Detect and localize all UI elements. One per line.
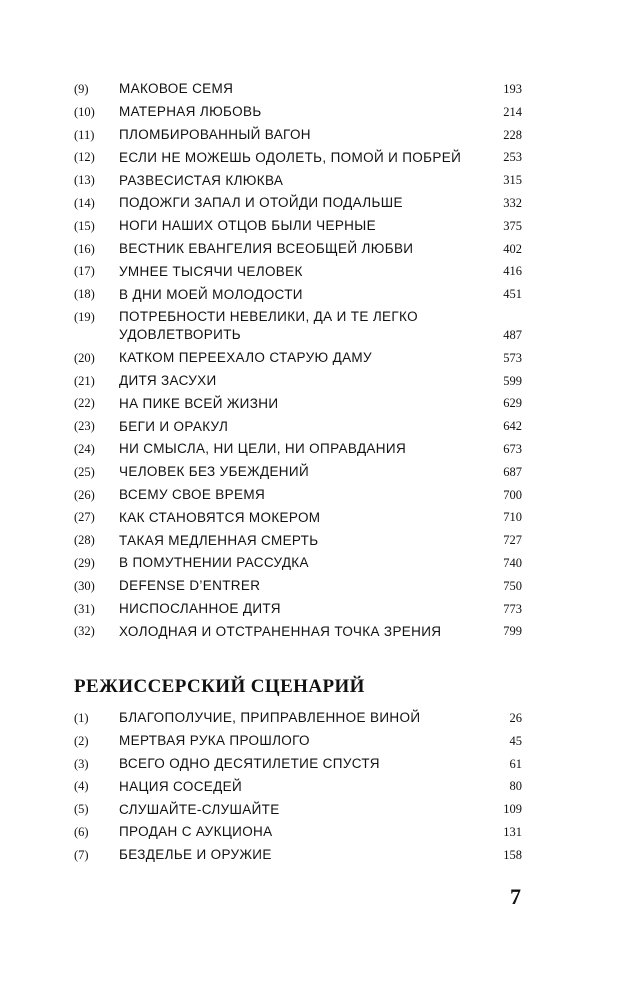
section-title: РЕЖИССЕРСКИЙ СЦЕНАРИЙ (74, 676, 365, 697)
toc-entry-page: 727 (503, 533, 522, 548)
toc-entry-page: 773 (503, 601, 522, 616)
toc-entry-number: (11) (74, 127, 95, 142)
toc-entry (74, 215, 522, 238)
toc-entry-title: ПЛОМБИРОВАННЫЙ ВАГОН (119, 127, 311, 142)
toc-entry (74, 484, 522, 507)
toc-entry (74, 844, 522, 867)
toc-entry-page: 253 (503, 150, 522, 165)
toc-entry-number: (19) (74, 309, 95, 324)
toc-entry-title: НА ПИКЕ ВСЕЙ ЖИЗНИ (119, 395, 279, 411)
toc-entry (74, 753, 522, 776)
toc-entry-page: 45 (509, 733, 522, 748)
toc-entry (74, 598, 522, 621)
toc-entry-page: 673 (503, 441, 522, 456)
toc-entry-title: ВЕСТНИК ЕВАНГЕЛИЯ ВСЕОБЩЕЙ ЛЮБВИ (119, 240, 414, 256)
toc-entry-number: (26) (74, 487, 95, 502)
toc-entry (74, 707, 522, 730)
toc-entry-title: ДИТЯ ЗАСУХИ (119, 372, 217, 388)
toc-entry-page: 416 (503, 264, 522, 279)
toc-entry-title: ВСЕГО ОДНО ДЕСЯТИЛЕТИЕ СПУСТЯ (119, 756, 380, 771)
toc-entry-title: ПРОДАН С АУКЦИОНА (119, 824, 273, 840)
toc-entry-number: (28) (74, 533, 95, 548)
toc-entry (74, 552, 522, 575)
toc-entry-number: (24) (74, 441, 95, 456)
toc-entry-number: (12) (74, 150, 95, 165)
toc-entry (74, 415, 522, 438)
toc-entry-title: ТАКАЯ МЕДЛЕННАЯ СМЕРТЬ (119, 532, 319, 548)
toc-entry-number: (3) (74, 756, 89, 771)
toc-entry (74, 575, 522, 598)
toc-entry (74, 370, 522, 393)
toc-entry-page: 26 (509, 711, 522, 725)
toc-entry-number: (16) (74, 241, 95, 256)
toc-entry-number: (10) (74, 104, 95, 119)
toc-entry-number: (2) (74, 733, 89, 748)
toc-list-director-script (74, 707, 522, 867)
toc-entry-title: КАК СТАНОВЯТСЯ МОКЕРОМ (119, 509, 321, 525)
toc-entry-title: НАЦИЯ СОСЕДЕЙ (119, 778, 243, 794)
toc-entry-title: РАЗВЕСИСТАЯ КЛЮКВА (119, 172, 284, 188)
toc-entry-page: 80 (509, 779, 522, 794)
toc-entry-title: СЛУШАЙТЕ-СЛУШАЙТЕ (119, 801, 280, 817)
toc-entry-number: (17) (74, 264, 95, 279)
toc-entry-page: 750 (503, 578, 522, 593)
toc-entry-page: 158 (503, 847, 522, 862)
toc-entry (74, 461, 522, 484)
toc-entry-page: 451 (503, 287, 522, 302)
toc-entry-page: 109 (503, 802, 522, 817)
toc-entry-number: (15) (74, 218, 95, 233)
toc-entry-number: (13) (74, 173, 95, 188)
toc-entry (74, 146, 522, 169)
toc-entry-number: (22) (74, 396, 95, 411)
toc-entry (74, 169, 522, 192)
toc-entry (74, 101, 522, 124)
toc-entry-page: 710 (503, 510, 522, 525)
toc-entry (74, 620, 522, 643)
toc-entry (74, 730, 522, 753)
toc-entry-page: 629 (503, 396, 522, 411)
toc-entry (74, 775, 522, 798)
toc-entry-title: ЧЕЛОВЕК БЕЗ УБЕЖДЕНИЙ (119, 464, 310, 480)
toc-list-continued (74, 78, 522, 643)
toc-entry (74, 798, 522, 821)
toc-entry-number: (5) (74, 802, 89, 817)
toc-entry-title: МЕРТВАЯ РУКА ПРОШЛОГО (119, 733, 310, 749)
toc-entry-number: (21) (74, 373, 95, 388)
toc-entry (74, 506, 522, 529)
toc-entry-page: 332 (503, 195, 522, 210)
toc-entry-page: 131 (503, 824, 522, 839)
toc-entry-title: МАТЕРНАЯ ЛЮБОВЬ (119, 104, 262, 120)
toc-entry (74, 821, 522, 844)
toc-entry-title: В ПОМУТНЕНИИ РАССУДКА (119, 555, 309, 571)
toc-entry-page: 402 (503, 241, 522, 256)
toc-entry-page: 214 (503, 104, 522, 119)
toc-entry-number: (31) (74, 601, 95, 616)
toc-entry (74, 124, 522, 147)
toc-entry-page: 193 (503, 82, 522, 96)
toc-entry (74, 438, 522, 461)
toc-entry-page: 61 (509, 756, 522, 771)
toc-entry-title: ПОДОЖГИ ЗАПАЛ И ОТОЙДИ ПОДАЛЬШЕ (119, 195, 403, 211)
toc-entry-page: 740 (503, 555, 522, 570)
toc-entry-title: ХОЛОДНАЯ И ОТСТРАНЕННАЯ ТОЧКА ЗРЕНИЯ (119, 623, 442, 639)
toc-entry-number: (32) (74, 624, 95, 639)
toc-entry-title: НОГИ НАШИХ ОТЦОВ БЫЛИ ЧЕРНЫЕ (119, 218, 376, 234)
toc-entry-title: ПОТРЕБНОСТИ НЕВЕЛИКИ, ДА И ТЕ ЛЕГКО УДОВЛЕТВОРИТЬ (119, 309, 418, 343)
toc-entry-page: 599 (503, 373, 522, 388)
toc-entry-page: 687 (503, 464, 522, 479)
toc-entry-number: (27) (74, 510, 95, 525)
toc-entry (74, 392, 522, 415)
toc-entry-title: МАКОВОЕ СЕМЯ (119, 81, 234, 97)
toc-entry-title: НИСПОСЛАННОЕ ДИТЯ (119, 600, 281, 616)
toc-entry (74, 347, 522, 370)
toc-entry-number: (9) (74, 82, 89, 96)
toc-entry (74, 260, 522, 283)
toc-entry-title: УМНЕЕ ТЫСЯЧИ ЧЕЛОВЕК (119, 263, 303, 279)
toc-entry-number: (14) (74, 195, 95, 210)
toc-entry-title: В ДНИ МОЕЙ МОЛОДОСТИ (119, 286, 303, 302)
toc-entry-number: (6) (74, 824, 89, 839)
toc-entry (74, 306, 522, 347)
toc-entry-title: НИ СМЫСЛА, НИ ЦЕЛИ, НИ ОПРАВДАНИЯ (119, 441, 407, 457)
toc-entry (74, 238, 522, 261)
toc-entry-page: 315 (503, 173, 522, 188)
toc-entry-number: (7) (74, 847, 89, 862)
toc-entry-page: 799 (503, 624, 522, 639)
toc-entry-title: ВСЕМУ СВОЕ ВРЕМЯ (119, 486, 266, 502)
toc-entry-number: (25) (74, 464, 95, 479)
toc-entry-title: БЕЗДЕЛЬЕ И ОРУЖИЕ (119, 847, 272, 863)
toc-entry (74, 192, 522, 215)
toc-entry-page: 228 (503, 127, 522, 142)
toc-entry-page: 700 (503, 487, 522, 502)
toc-entry-page: 642 (503, 419, 522, 434)
toc-entry-title: КАТКОМ ПЕРЕЕХАЛО СТАРУЮ ДАМУ (119, 350, 372, 366)
toc-entry-number: (20) (74, 350, 95, 365)
toc-entry-page: 573 (503, 350, 522, 365)
toc-entry-number: (29) (74, 555, 95, 570)
toc-entry-number: (23) (74, 419, 95, 434)
toc-entry-title: БЕГИ И ОРАКУЛ (119, 418, 229, 434)
toc-entry-title: DEFENSE D’ENTRER (119, 578, 261, 594)
toc-entry-number: (18) (74, 287, 95, 302)
page-number: 7 (510, 884, 521, 909)
toc-entry (74, 78, 522, 101)
toc-entry-number: (1) (74, 711, 89, 725)
toc-entry (74, 283, 522, 306)
toc-entry-page: 375 (503, 218, 522, 233)
toc-entry-title: БЛАГОПОЛУЧИЕ, ПРИПРАВЛЕННОЕ ВИНОЙ (119, 710, 421, 726)
toc-entry-title: ЕСЛИ НЕ МОЖЕШЬ ОДОЛЕТЬ, ПОМОЙ И ПОБРЕЙ (119, 149, 462, 165)
toc-entry-number: (30) (74, 578, 95, 593)
toc-entry-number: (4) (74, 779, 89, 794)
toc-entry-page: 487 (503, 327, 522, 342)
toc-entry (74, 529, 522, 552)
